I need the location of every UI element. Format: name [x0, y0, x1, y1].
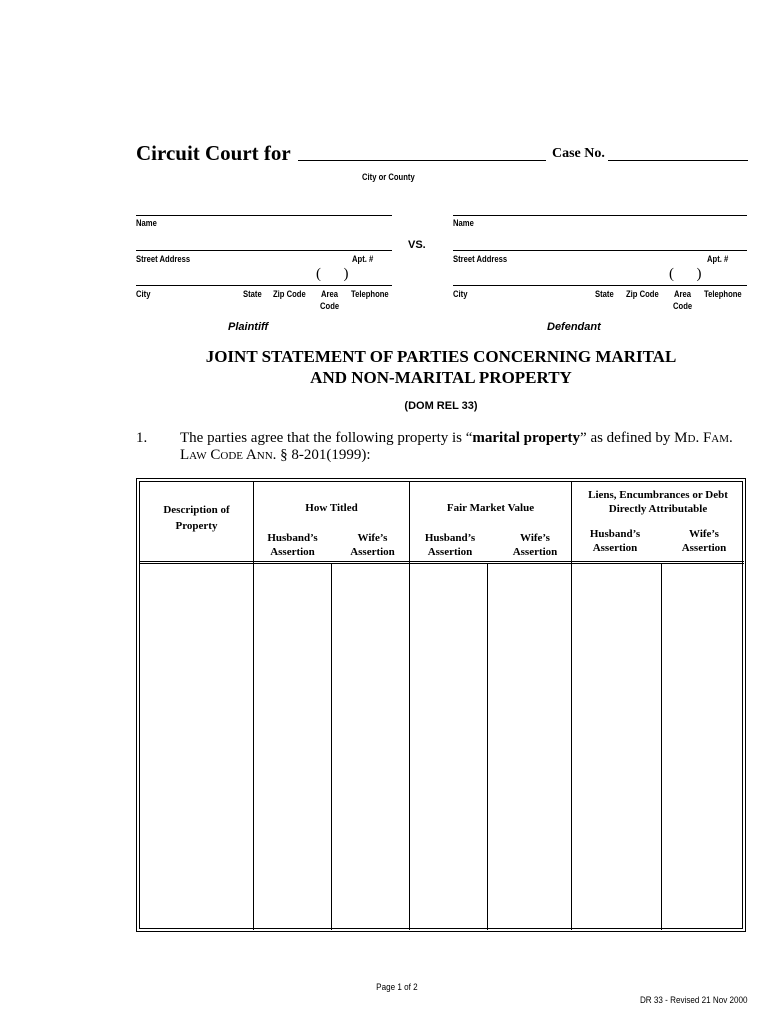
plaintiff-state-label: State [243, 289, 262, 299]
item1-md-small: D [687, 433, 696, 445]
item1-fam-small: AM [711, 433, 730, 445]
plaintiff-area-code-parens: ( ) [316, 266, 349, 282]
wife-label: Wife’s [689, 528, 719, 540]
plaintiff-telephone-label: Telephone [351, 289, 389, 299]
table-header-divider [139, 561, 744, 562]
item1-code-small: ODE [220, 450, 243, 462]
item1-text-after: ” as defined by M [580, 430, 688, 446]
item1-ann-small: NN [256, 450, 273, 462]
col-divider-6 [661, 563, 662, 930]
court-name-line[interactable] [298, 160, 546, 161]
plaintiff-street-line[interactable] [136, 250, 392, 251]
husband-label: Husband’s [267, 532, 318, 544]
defendant-telephone-label: Telephone [704, 289, 742, 299]
plaintiff-city-label: City [136, 289, 151, 299]
defendant-area-code-parens: ( ) [669, 266, 702, 282]
plaintiff-street-label: Street Address [136, 254, 191, 264]
court-label: Circuit Court for [136, 141, 291, 165]
col-header-wife-titled [334, 531, 411, 559]
plaintiff-role-label: Plaintiff [228, 321, 269, 333]
form-title-line1: JOINT STATEMENT OF PARTIES CONCERNING MARITAL [205, 347, 677, 366]
col-divider-2 [331, 563, 332, 930]
wife-label: Wife’s [520, 532, 550, 544]
assertion-label: Assertion [270, 546, 315, 558]
item1-ann-a: A [243, 447, 257, 463]
assertion-label: Assertion [681, 542, 727, 554]
col-header-wife-value [495, 531, 575, 559]
defendant-role-label: Defendant [547, 321, 601, 333]
item1-bold-text: marital property [472, 430, 581, 446]
plaintiff-code-label: Code [320, 301, 340, 311]
plaintiff-city-line[interactable] [136, 285, 392, 286]
item1-code-c: C [206, 447, 221, 463]
table-header-divider-2 [139, 563, 744, 564]
col-header-husband-liens [572, 527, 658, 555]
item1-number: 1. [136, 430, 148, 446]
liens-line2: Directly Attributable [608, 503, 708, 515]
plaintiff-name-label: Name [136, 218, 157, 228]
defendant-state-label: State [595, 289, 614, 299]
item1-text-before: The parties agree that the following property is “ [180, 430, 473, 446]
assertion-label: Assertion [512, 546, 558, 558]
defendant-code-label: Code [673, 301, 693, 311]
item1-fam-big: . F [695, 430, 712, 446]
defendant-area-label: Area [674, 289, 692, 299]
defendant-name-line[interactable] [453, 215, 747, 216]
defendant-name-label: Name [453, 218, 474, 228]
col-header-how-titled: How Titled [305, 502, 358, 514]
husband-label: Husband’s [589, 528, 641, 540]
assertion-label: Assertion [350, 546, 395, 558]
item1-text-line1: The parties agree that the following property is “marital property” as defined by MD. FAM. [180, 430, 733, 446]
item1-law-small: AW [189, 450, 207, 462]
defendant-zip-label: Zip Code [626, 289, 659, 299]
col-header-description [140, 503, 253, 533]
liens-line1: Liens, Encumbrances or Debt [588, 489, 728, 501]
col-header-wife-liens [662, 527, 746, 555]
defendant-street-line[interactable] [453, 250, 747, 251]
revision-note: DR 33 - Revised 21 Nov 2000 [640, 995, 748, 1005]
assertion-label: Assertion [427, 546, 473, 558]
wife-label: Wife’s [357, 532, 388, 544]
plaintiff-apt-label: Apt. # [352, 254, 374, 264]
plaintiff-zip-label: Zip Code [273, 289, 306, 299]
col-header-husband-titled [254, 531, 331, 559]
form-title-line2: AND NON-MARITAL PROPERTY [310, 368, 572, 387]
page-number: Page 1 of 2 [376, 982, 418, 992]
plaintiff-area-label: Area [321, 289, 339, 299]
defendant-city-line[interactable] [453, 285, 747, 286]
item1-law-l: L [180, 447, 190, 463]
col-header-husband-value [410, 531, 490, 559]
husband-label: Husband’s [424, 532, 476, 544]
vs-label: VS. [408, 239, 426, 251]
col-header-description-line2: Property [175, 520, 218, 532]
city-county-label: City or County [362, 172, 415, 182]
col-divider-4 [487, 563, 488, 930]
case-no-label: Case No. [552, 146, 605, 161]
col-header-fair-market-value: Fair Market Value [446, 502, 535, 514]
defendant-street-label: Street Address [453, 254, 508, 264]
col-header-liens [572, 488, 744, 516]
plaintiff-name-line[interactable] [136, 215, 392, 216]
defendant-city-label: City [453, 289, 468, 299]
case-no-line[interactable] [608, 160, 748, 161]
col-header-description-line1: Description of [163, 504, 230, 516]
assertion-label: Assertion [592, 542, 638, 554]
form-code: (DOM REL 33) [404, 400, 478, 412]
item1-text-line2 [180, 447, 371, 464]
defendant-apt-label: Apt. # [707, 254, 729, 264]
item1-statute: . § 8-201(1999): [272, 447, 371, 463]
